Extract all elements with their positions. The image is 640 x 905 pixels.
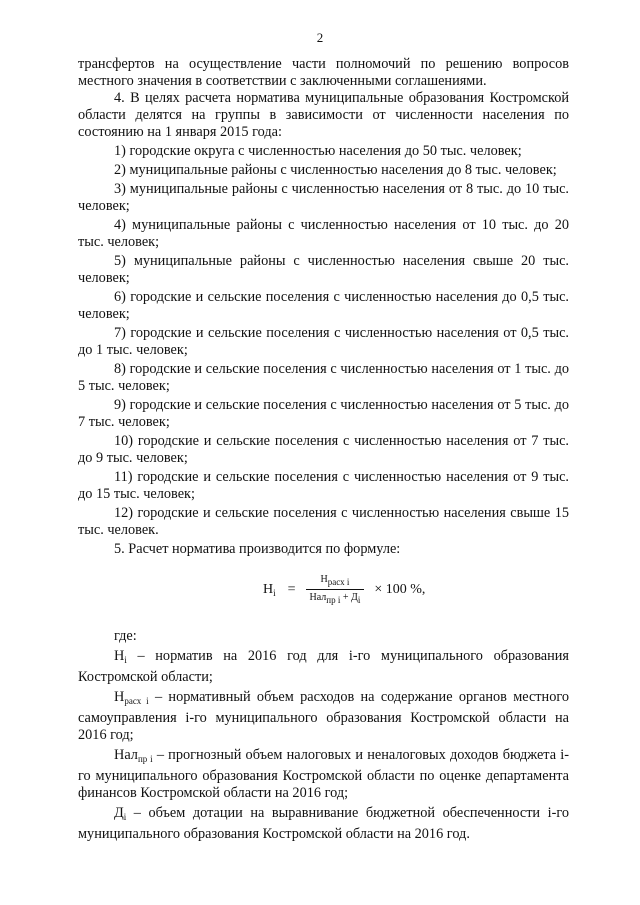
- group-item: 5) муниципальные районы с численностью населения свыше 20 тыс. человек;: [78, 253, 569, 286]
- where-label: где:: [114, 628, 137, 644]
- group-item: 12) городские и сельские поселения с численностью населения свыше 15 тыс. человек.: [78, 505, 569, 538]
- formula-fraction: [306, 574, 365, 606]
- formula-equals: =: [287, 582, 296, 597]
- definition-item: Нал$_{пр i}$ – прогнозный объем налоговых и неналоговых доходов бюджета i-го муниципального образования Костромской области по оценке департамента финансов Костромской области на 2016 год;: [78, 747, 569, 801]
- definition-item: $Н_i$ – норматив на 2016 год для i-го муниципального образования Костромской области;: [78, 648, 569, 685]
- group-item: 11) городские и сельские поселения с численностью населения от 9 тыс. до 15 тыс. человек;: [78, 469, 569, 502]
- definitions: [78, 628, 569, 843]
- group-item: 1) городские округа с численностью населения до 50 тыс. человек;: [114, 143, 522, 159]
- formula-denominator: $Нал_{пр i} + Д_i$: [306, 589, 365, 606]
- group-item: 3) муниципальные районы с численностью населения от 8 тыс. до 10 тыс. человек;: [78, 181, 569, 214]
- formula-numerator: $Н_{расх i}$: [320, 574, 350, 587]
- clause-5: 5. Расчет норматива производится по формуле:: [114, 541, 401, 557]
- page-number: 2: [316, 30, 324, 45]
- formula-lhs: $Н_i$: [263, 582, 276, 598]
- formula-multiplier: × 100 %,: [374, 582, 426, 597]
- group-item: 4) муниципальные районы с численностью населения от 10 тыс. до 20 тыс. человек;: [78, 217, 569, 250]
- definition-item: $Д_i$ – объем дотации на выравнивание бюджетной обеспеченности i-го муниципального образования Костромской области на 2016 год.: [78, 805, 569, 842]
- formula: [263, 574, 425, 606]
- group-item: 6) городские и сельские поселения с численностью населения до 0,5 тыс. человек;: [78, 289, 569, 322]
- group-item: 2) муниципальные районы с численностью населения до 8 тыс. человек;: [114, 162, 557, 178]
- group-item: 7) городские и сельские поселения с численностью населения от 0,5 тыс. до 1 тыс. человек;: [78, 325, 569, 358]
- group-item: 9) городские и сельские поселения с численностью населения от 5 тыс. до 7 тыс. человек;: [78, 397, 569, 430]
- group-item: 8) городские и сельские поселения с численностью населения от 1 тыс. до 5 тыс. человек;: [78, 361, 569, 394]
- group-item: 10) городские и сельские поселения с численностью населения от 7 тыс. до 9 тыс. человек;: [78, 433, 569, 466]
- definition-item: $Н_{расх i}$ – нормативный объем расходов на содержание органов местного самоуправления i-го муниципального образования Костромской области на 2016 год;: [78, 689, 569, 743]
- intro-paragraph: трансфертов на осуществление части полномочий по решению вопросов местного значения в соответствии с заключенными соглашениями.: [78, 56, 569, 89]
- clause-4: 4. В целях расчета норматива муниципальные образования Костромской области делятся на группы в зависимости от численности населения по состоянию на 1 января 2015 года:: [78, 90, 569, 140]
- document-body: [78, 56, 569, 558]
